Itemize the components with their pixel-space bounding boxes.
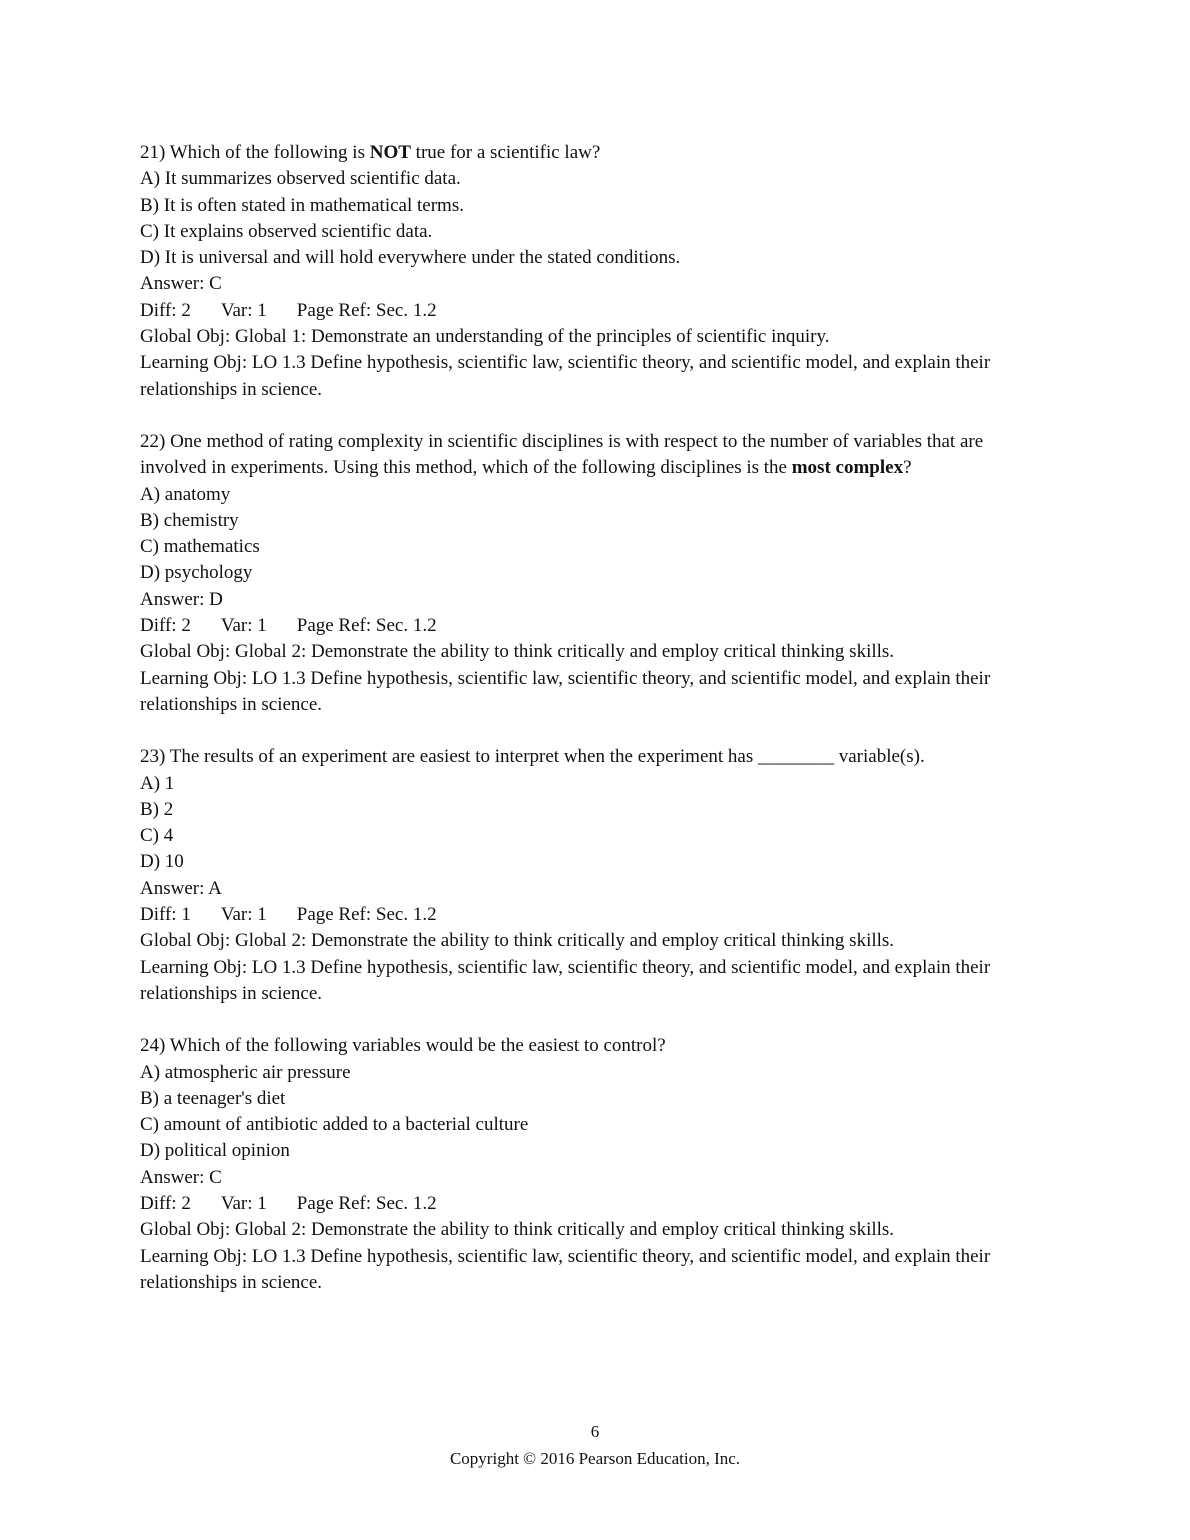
difficulty: Diff: 2 <box>140 615 191 637</box>
option-c: C) mathematics <box>140 536 260 558</box>
option-d: D) psychology <box>140 562 253 584</box>
option-c: C) It explains observed scientific data. <box>140 220 433 242</box>
copyright-notice: Copyright © 2016 Pearson Education, Inc. <box>449 1449 741 1468</box>
option-a: A) It summarizes observed scientific data. <box>140 168 461 190</box>
answer: Answer: A <box>140 877 222 899</box>
meta-line <box>140 613 1040 639</box>
option-b: B) chemistry <box>140 509 239 531</box>
answer: Answer: C <box>140 273 222 295</box>
option-b: B) a teenager's diet <box>140 1087 286 1109</box>
option-b: B) 2 <box>140 798 174 820</box>
difficulty: Diff: 2 <box>140 299 191 321</box>
question-22 <box>140 429 1040 718</box>
learning-objective: Learning Obj: LO 1.3 Define hypothesis, scientific law, scientific theory, and scientific model, and explain their relationships in science. <box>140 352 991 400</box>
question-24 <box>140 1033 1040 1296</box>
learning-objective: Learning Obj: LO 1.3 Define hypothesis, scientific law, scientific theory, and scientific model, and explain their relationships in science. <box>140 1245 991 1293</box>
difficulty: Diff: 2 <box>140 1192 191 1214</box>
global-objective: Global Obj: Global 1: Demonstrate an understanding of the principles of scientific inquiry. <box>140 326 830 348</box>
global-objective: Global Obj: Global 2: Demonstrate the ability to think critically and employ critical thinking skills. <box>140 930 895 952</box>
variant: Var: 1 <box>220 615 267 637</box>
page-number: 6 <box>590 1422 600 1441</box>
learning-objective: Learning Obj: LO 1.3 Define hypothesis, scientific law, scientific theory, and scientific model, and explain their relationships in science. <box>140 667 991 715</box>
question-stem: 21) Which of the following is NOT true for a scientific law? <box>140 142 601 163</box>
page-ref: Page Ref: Sec. 1.2 <box>296 1192 437 1214</box>
question-21 <box>140 140 1040 403</box>
question-stem: 23) The results of an experiment are easiest to interpret when the experiment has ________ variable(s). <box>140 746 925 768</box>
option-a: A) anatomy <box>140 483 231 505</box>
variant: Var: 1 <box>220 299 267 321</box>
option-b: B) It is often stated in mathematical terms. <box>140 194 464 216</box>
global-objective: Global Obj: Global 2: Demonstrate the ability to think critically and employ critical thinking skills. <box>140 641 895 663</box>
question-stem: 22) One method of rating complexity in scientific disciplines is with respect to the number of variables that are involved in experiments. Using this method, which of the following disciplines is the most complex? <box>140 430 984 479</box>
option-a: A) atmospheric air pressure <box>140 1061 351 1083</box>
option-a: A) 1 <box>140 772 175 794</box>
emphasis-text: NOT <box>369 142 411 163</box>
option-c: C) amount of antibiotic added to a bacterial culture <box>140 1114 529 1136</box>
document-page <box>140 140 1040 1322</box>
difficulty: Diff: 1 <box>140 904 191 926</box>
meta-line <box>140 902 1040 928</box>
learning-objective: Learning Obj: LO 1.3 Define hypothesis, scientific law, scientific theory, and scientific model, and explain their relationships in science. <box>140 956 991 1004</box>
page-ref: Page Ref: Sec. 1.2 <box>296 299 437 321</box>
answer: Answer: C <box>140 1166 222 1188</box>
meta-line <box>140 298 1040 324</box>
option-d: D) It is universal and will hold everywhere under the stated conditions. <box>140 247 681 269</box>
option-d: D) 10 <box>140 851 184 873</box>
variant: Var: 1 <box>220 904 267 926</box>
meta-line <box>140 1191 1040 1217</box>
option-d: D) political opinion <box>140 1140 290 1162</box>
option-c: C) 4 <box>140 825 174 847</box>
variant: Var: 1 <box>220 1192 267 1214</box>
question-stem: 24) Which of the following variables would be the easiest to control? <box>140 1035 666 1057</box>
answer: Answer: D <box>140 588 223 610</box>
page-ref: Page Ref: Sec. 1.2 <box>296 904 437 926</box>
page-ref: Page Ref: Sec. 1.2 <box>296 615 437 637</box>
global-objective: Global Obj: Global 2: Demonstrate the ability to think critically and employ critical thinking skills. <box>140 1219 895 1241</box>
emphasis-text: most complex <box>791 457 904 479</box>
question-23 <box>140 744 1040 1007</box>
